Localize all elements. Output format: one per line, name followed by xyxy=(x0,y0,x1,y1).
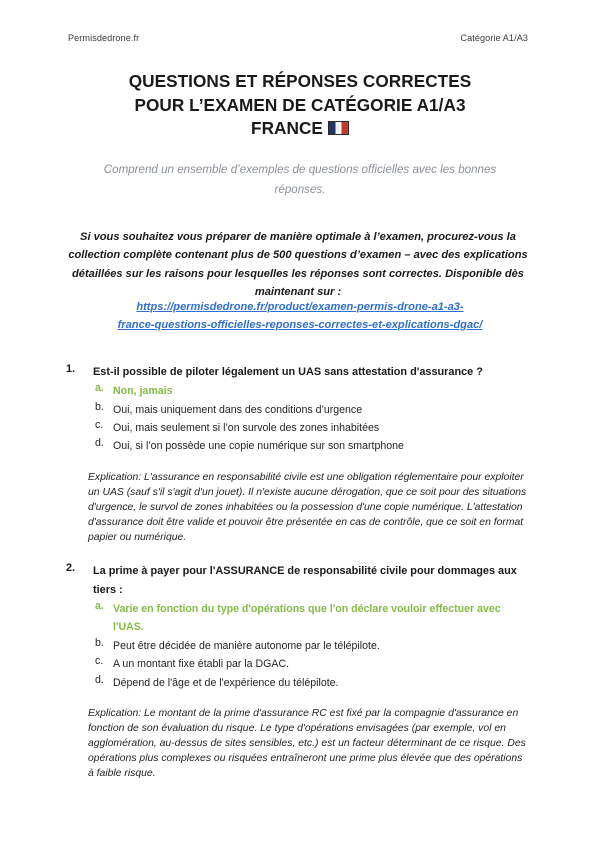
question-text: La prime à payer pour l'ASSURANCE de responsabilité civile pour dommages aux tiers : xyxy=(93,565,517,596)
product-link[interactable] xyxy=(60,299,540,334)
answer-letter: a. xyxy=(95,382,104,395)
question-item xyxy=(0,561,600,781)
question-item xyxy=(0,362,600,545)
france-flag-icon xyxy=(328,121,349,135)
header-site-name: Permisdedrone.fr xyxy=(68,33,140,43)
promo-paragraph: Si vous souhaitez vous préparer de manière optimale à l’examen, procurez-vous la collection complète contenant plus de 500 questions d’examen – avec des explications détaillées sur les raisons pour lesquelles les réponses sont correctes. Disponible dès maintenant sur : xyxy=(68,231,528,299)
product-link-line-2: france-questions-officielles-reponses-correctes-et-explications-dgac/ xyxy=(117,318,483,331)
question-row xyxy=(0,561,600,598)
answer-letter: b. xyxy=(95,400,104,413)
question-row xyxy=(0,362,600,381)
answer-letter: a. xyxy=(95,599,104,612)
answers-list xyxy=(0,599,600,691)
answer-text: A un montant fixe établi par la DGAC. xyxy=(113,658,290,671)
question-text: Est-il possible de piloter légalement un UAS sans attestation d'assurance ? xyxy=(93,366,483,378)
document-running-header xyxy=(68,33,528,43)
header-category-label: Catégorie A1/A3 xyxy=(460,33,528,43)
answer-option[interactable] xyxy=(0,654,600,672)
answer-text: Oui, mais uniquement dans des conditions d’urgence xyxy=(113,403,363,416)
page-title-line-2: POUR L’EXAMEN DE CATÉGORIE A1/A3 xyxy=(134,94,466,115)
answer-letter: c. xyxy=(95,418,104,431)
question-number: 1. xyxy=(66,363,76,375)
answers-list xyxy=(0,381,600,455)
page-title-line-1: QUESTIONS ET RÉPONSES CORRECTES xyxy=(128,71,472,91)
answer-option[interactable] xyxy=(0,599,600,636)
document-subtitle: Comprend un ensemble d’exemples de questions officielles avec les bonnes réponses. xyxy=(103,163,497,196)
answer-letter: d. xyxy=(95,437,104,450)
answer-option[interactable] xyxy=(0,636,600,654)
answer-option[interactable] xyxy=(0,381,600,399)
answer-text: Peut être décidée de manière autonome par le télépilote. xyxy=(113,639,380,652)
answer-letter: b. xyxy=(95,636,104,649)
page-title-country: FRANCE xyxy=(251,118,323,138)
product-link-line-1: https://permisdedrone.fr/product/examen-permis-drone-a1-a3- xyxy=(136,301,464,313)
document-title-block xyxy=(60,70,540,141)
page-title-line-3 xyxy=(60,117,540,141)
answer-letter: c. xyxy=(95,655,104,668)
answer-letter: d. xyxy=(95,673,104,686)
answer-text: Oui, mais seulement si l’on survole des zones inhabitées xyxy=(113,421,380,434)
answer-text: Oui, si l’on possède une copie numérique sur son smartphone xyxy=(113,440,404,453)
answer-option[interactable] xyxy=(0,418,600,436)
questions-list xyxy=(0,362,600,781)
question-number: 2. xyxy=(66,562,76,575)
answer-explanation: Explication: L'assurance en responsabilité civile est une obligation réglementaire pour exploiter un UAS (sauf s'il s'agit d'un jouet). Il n'existe aucune dérogation, que ce soit pour des situations d'urgence, le survol de zones inhabitées ou la possession d'une copie numérique. L'attestation d'assurance doit être valide et pouvoir être présentée en cas de contrôle, que ce soit en format papier ou numérique. xyxy=(88,471,527,544)
answer-option[interactable] xyxy=(0,436,600,454)
answer-text: Non, jamais xyxy=(113,385,173,398)
answer-option[interactable] xyxy=(0,400,600,418)
answer-text: Dépend de l'âge et de l'expérience du télépilote. xyxy=(113,676,339,689)
answer-explanation: Explication: Le montant de la prime d'assurance RC est fixé par la compagnie d'assurance en fonction de son évaluation du risque. Le type d'opérations envisagées (par exemple, vol en agglomération, au-dessus de sites sensibles, etc.) est un facteur déterminant de ce risque. Des opérations plus complexes ou risquées entraîneront une prime plus élevée que des opérations à faible risque. xyxy=(88,707,526,780)
answer-text: Varie en fonction du type d'opérations que l'on déclare vouloir effectuer avec l'UAS. xyxy=(113,602,501,634)
answer-option[interactable] xyxy=(0,673,600,691)
